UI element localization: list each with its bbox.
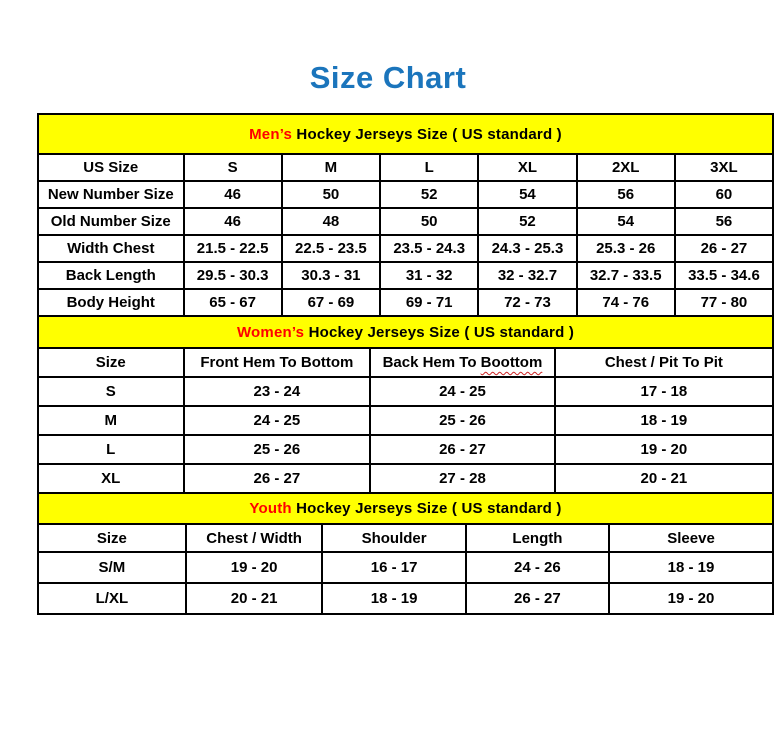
column-header: Chest / Width <box>186 524 323 552</box>
misspelled-word: Boottom <box>480 354 543 371</box>
size-value-cell: 67 - 69 <box>282 289 380 316</box>
section-header-text: Hockey Jerseys Size ( US standard ) <box>304 323 575 341</box>
table-row <box>38 406 773 435</box>
size-value-cell: 50 <box>380 208 478 235</box>
column-header: 2XL <box>577 154 675 181</box>
size-value-cell: 17 - 18 <box>555 377 773 406</box>
size-value-cell: 32 - 32.7 <box>478 262 576 289</box>
column-header: M <box>282 154 380 181</box>
row-label: Old Number Size <box>38 208 184 235</box>
youth-section-header <box>38 493 773 524</box>
column-header: US Size <box>38 154 184 181</box>
size-value-cell: 30.3 - 31 <box>282 262 380 289</box>
size-value-cell: 24 - 25 <box>370 377 554 406</box>
size-value-cell: 20 - 21 <box>186 583 323 614</box>
column-header: XL <box>478 154 576 181</box>
size-value-cell: 24 - 26 <box>466 552 609 583</box>
row-label: Width Chest <box>38 235 184 262</box>
size-value-cell: 60 <box>675 181 773 208</box>
size-value-cell: 52 <box>380 181 478 208</box>
page-title: Size Chart <box>309 60 467 95</box>
size-value-cell: 50 <box>282 181 380 208</box>
row-label: S/M <box>38 552 186 583</box>
section-header-text: Hockey Jerseys Size ( US standard ) <box>292 125 562 143</box>
section-header-highlight: Men’s <box>249 125 293 143</box>
row-label: L <box>38 435 184 464</box>
size-value-cell: 21.5 - 22.5 <box>184 235 282 262</box>
table-row <box>38 583 773 614</box>
size-value-cell: 25.3 - 26 <box>577 235 675 262</box>
column-header: Length <box>466 524 609 552</box>
women-column-header-row <box>38 348 773 377</box>
column-header: 3XL <box>675 154 773 181</box>
size-value-cell: 18 - 19 <box>555 406 773 435</box>
size-value-cell: 54 <box>577 208 675 235</box>
table-row <box>38 208 773 235</box>
table-row <box>38 289 773 316</box>
youth-size-table <box>37 492 774 615</box>
row-label: XL <box>38 464 184 493</box>
size-value-cell: 18 - 19 <box>322 583 465 614</box>
row-label: L/XL <box>38 583 186 614</box>
size-value-cell: 77 - 80 <box>675 289 773 316</box>
column-header: L <box>380 154 478 181</box>
size-value-cell: 23 - 24 <box>184 377 371 406</box>
column-header: Size <box>38 348 184 377</box>
size-value-cell: 26 - 27 <box>370 435 554 464</box>
size-value-cell: 25 - 26 <box>370 406 554 435</box>
section-header-text: Hockey Jerseys Size ( US standard ) <box>291 500 562 517</box>
size-value-cell: 26 - 27 <box>184 464 371 493</box>
size-value-cell: 24 - 25 <box>184 406 371 435</box>
women-section-header <box>38 316 773 348</box>
size-value-cell: 27 - 28 <box>370 464 554 493</box>
size-value-cell: 22.5 - 23.5 <box>282 235 380 262</box>
table-row <box>38 435 773 464</box>
size-value-cell: 48 <box>282 208 380 235</box>
size-value-cell: 65 - 67 <box>184 289 282 316</box>
table-row <box>38 377 773 406</box>
row-label: M <box>38 406 184 435</box>
men-section-header-row <box>38 114 773 154</box>
size-value-cell: 74 - 76 <box>577 289 675 316</box>
size-value-cell: 31 - 32 <box>380 262 478 289</box>
women-section-header-row <box>38 316 773 348</box>
table-row <box>38 552 773 583</box>
size-value-cell: 54 <box>478 181 576 208</box>
size-value-cell: 33.5 - 34.6 <box>675 262 773 289</box>
size-value-cell: 23.5 - 24.3 <box>380 235 478 262</box>
men-size-table <box>37 113 774 317</box>
size-value-cell: 69 - 71 <box>380 289 478 316</box>
column-header: Back Hem To Boottom <box>370 348 554 377</box>
row-label: New Number Size <box>38 181 184 208</box>
size-value-cell: 72 - 73 <box>478 289 576 316</box>
column-header: Size <box>38 524 186 552</box>
size-value-cell: 25 - 26 <box>184 435 371 464</box>
column-header: Chest / Pit To Pit <box>555 348 773 377</box>
row-label: S <box>38 377 184 406</box>
row-label: Body Height <box>38 289 184 316</box>
size-value-cell: 26 - 27 <box>675 235 773 262</box>
table-row <box>38 235 773 262</box>
size-value-cell: 56 <box>675 208 773 235</box>
column-header: Front Hem To Bottom <box>184 348 371 377</box>
size-value-cell: 16 - 17 <box>322 552 465 583</box>
section-header-highlight: Youth <box>249 500 292 517</box>
size-value-cell: 52 <box>478 208 576 235</box>
column-header: S <box>184 154 282 181</box>
row-label: Back Length <box>38 262 184 289</box>
size-chart <box>37 113 774 615</box>
column-header: Sleeve <box>609 524 773 552</box>
youth-section-header-row <box>38 493 773 524</box>
women-size-table <box>37 315 774 494</box>
size-value-cell: 19 - 20 <box>555 435 773 464</box>
size-value-cell: 24.3 - 25.3 <box>478 235 576 262</box>
size-value-cell: 19 - 20 <box>609 583 773 614</box>
column-header: Shoulder <box>322 524 465 552</box>
size-value-cell: 26 - 27 <box>466 583 609 614</box>
table-row <box>38 464 773 493</box>
size-value-cell: 46 <box>184 208 282 235</box>
size-value-cell: 19 - 20 <box>186 552 323 583</box>
size-value-cell: 46 <box>184 181 282 208</box>
size-value-cell: 20 - 21 <box>555 464 773 493</box>
men-column-header-row <box>38 154 773 181</box>
size-value-cell: 56 <box>577 181 675 208</box>
table-row <box>38 181 773 208</box>
size-value-cell: 29.5 - 30.3 <box>184 262 282 289</box>
size-value-cell: 32.7 - 33.5 <box>577 262 675 289</box>
table-row <box>38 262 773 289</box>
men-section-header <box>38 114 773 154</box>
size-value-cell: 18 - 19 <box>609 552 773 583</box>
youth-column-header-row <box>38 524 773 552</box>
section-header-highlight: Women’s <box>236 323 305 341</box>
